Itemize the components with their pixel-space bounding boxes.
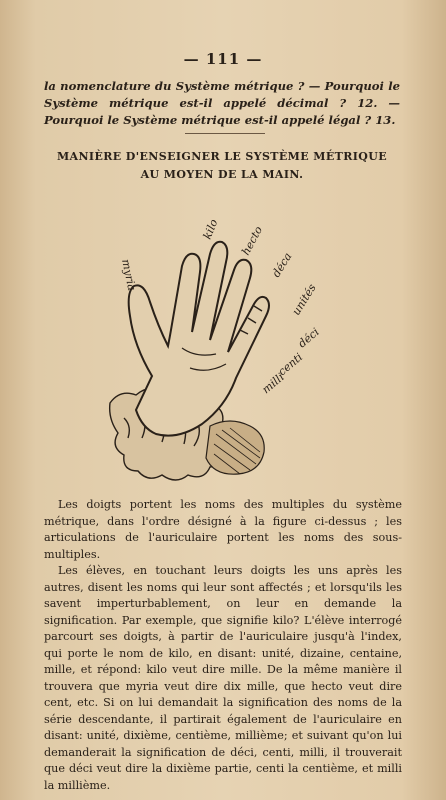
label-kilo: kilo — [200, 217, 221, 242]
paragraph-1: Les doigts portent les noms des multiples du système métrique, dans l'ordre désigné à la figure ci-dessus ; les articulations de l'auriculaire portent les noms des sous-multiples. — [44, 498, 402, 561]
hand — [129, 242, 269, 436]
label-deci: déci — [295, 325, 322, 351]
body-text — [44, 497, 402, 794]
hand-illustration — [90, 198, 350, 498]
label-myria: myria — [119, 257, 139, 292]
right-cuff — [206, 421, 264, 474]
label-deca: déca — [269, 250, 295, 280]
separator-rule — [185, 133, 265, 134]
label-unites: unités — [289, 281, 319, 318]
section-title-line-1: MANIÈRE D'ENSEIGNER LE SYSTÈME MÉTRIQUE — [56, 150, 388, 163]
label-milli: milli — [259, 370, 287, 397]
section-title — [44, 148, 400, 184]
intro-questions: la nomenclature du Système métrique ? — Pourquoi le Système métrique est-il appelé décimal ? 12. — Pourquoi le Système métrique est-il appelé légal ? 13. — [44, 79, 400, 127]
label-centi: centi — [275, 350, 306, 379]
page-number-header: — 111 — — [183, 50, 263, 68]
label-hecto: hecto — [239, 224, 266, 258]
paragraph-2: Les élèves, en touchant leurs doigts les uns après les autres, disent les noms qui leur sont affectés ; et lorsqu'ils les savent imperturbablement, on leur en demande la signification. Par exemple, que signifie kilo? L'élève interrogé parcourt ses doigts, à partir de l'auriculaire jusqu'à l'index, qui porte le nom de kilo, en disant: unité, dizaine, centaine, mille, et répond: kilo veut dire mille. De la même manière il trouvera que myria veut dire dix mille, que hecto veut dire cent, etc. Si on lui demandait la signification des noms de la série descendante, il partirait également de l'auriculaire en disant: unité, dixième, centième, millième; et suivant qu'on lui demanderait la signification de déci, centi, milli, il trouverait que déci veut dire la dixième partie, centi la centième, et milli la millième. — [44, 564, 402, 792]
section-title-line-2: AU MOYEN DE LA MAIN. — [140, 168, 304, 181]
